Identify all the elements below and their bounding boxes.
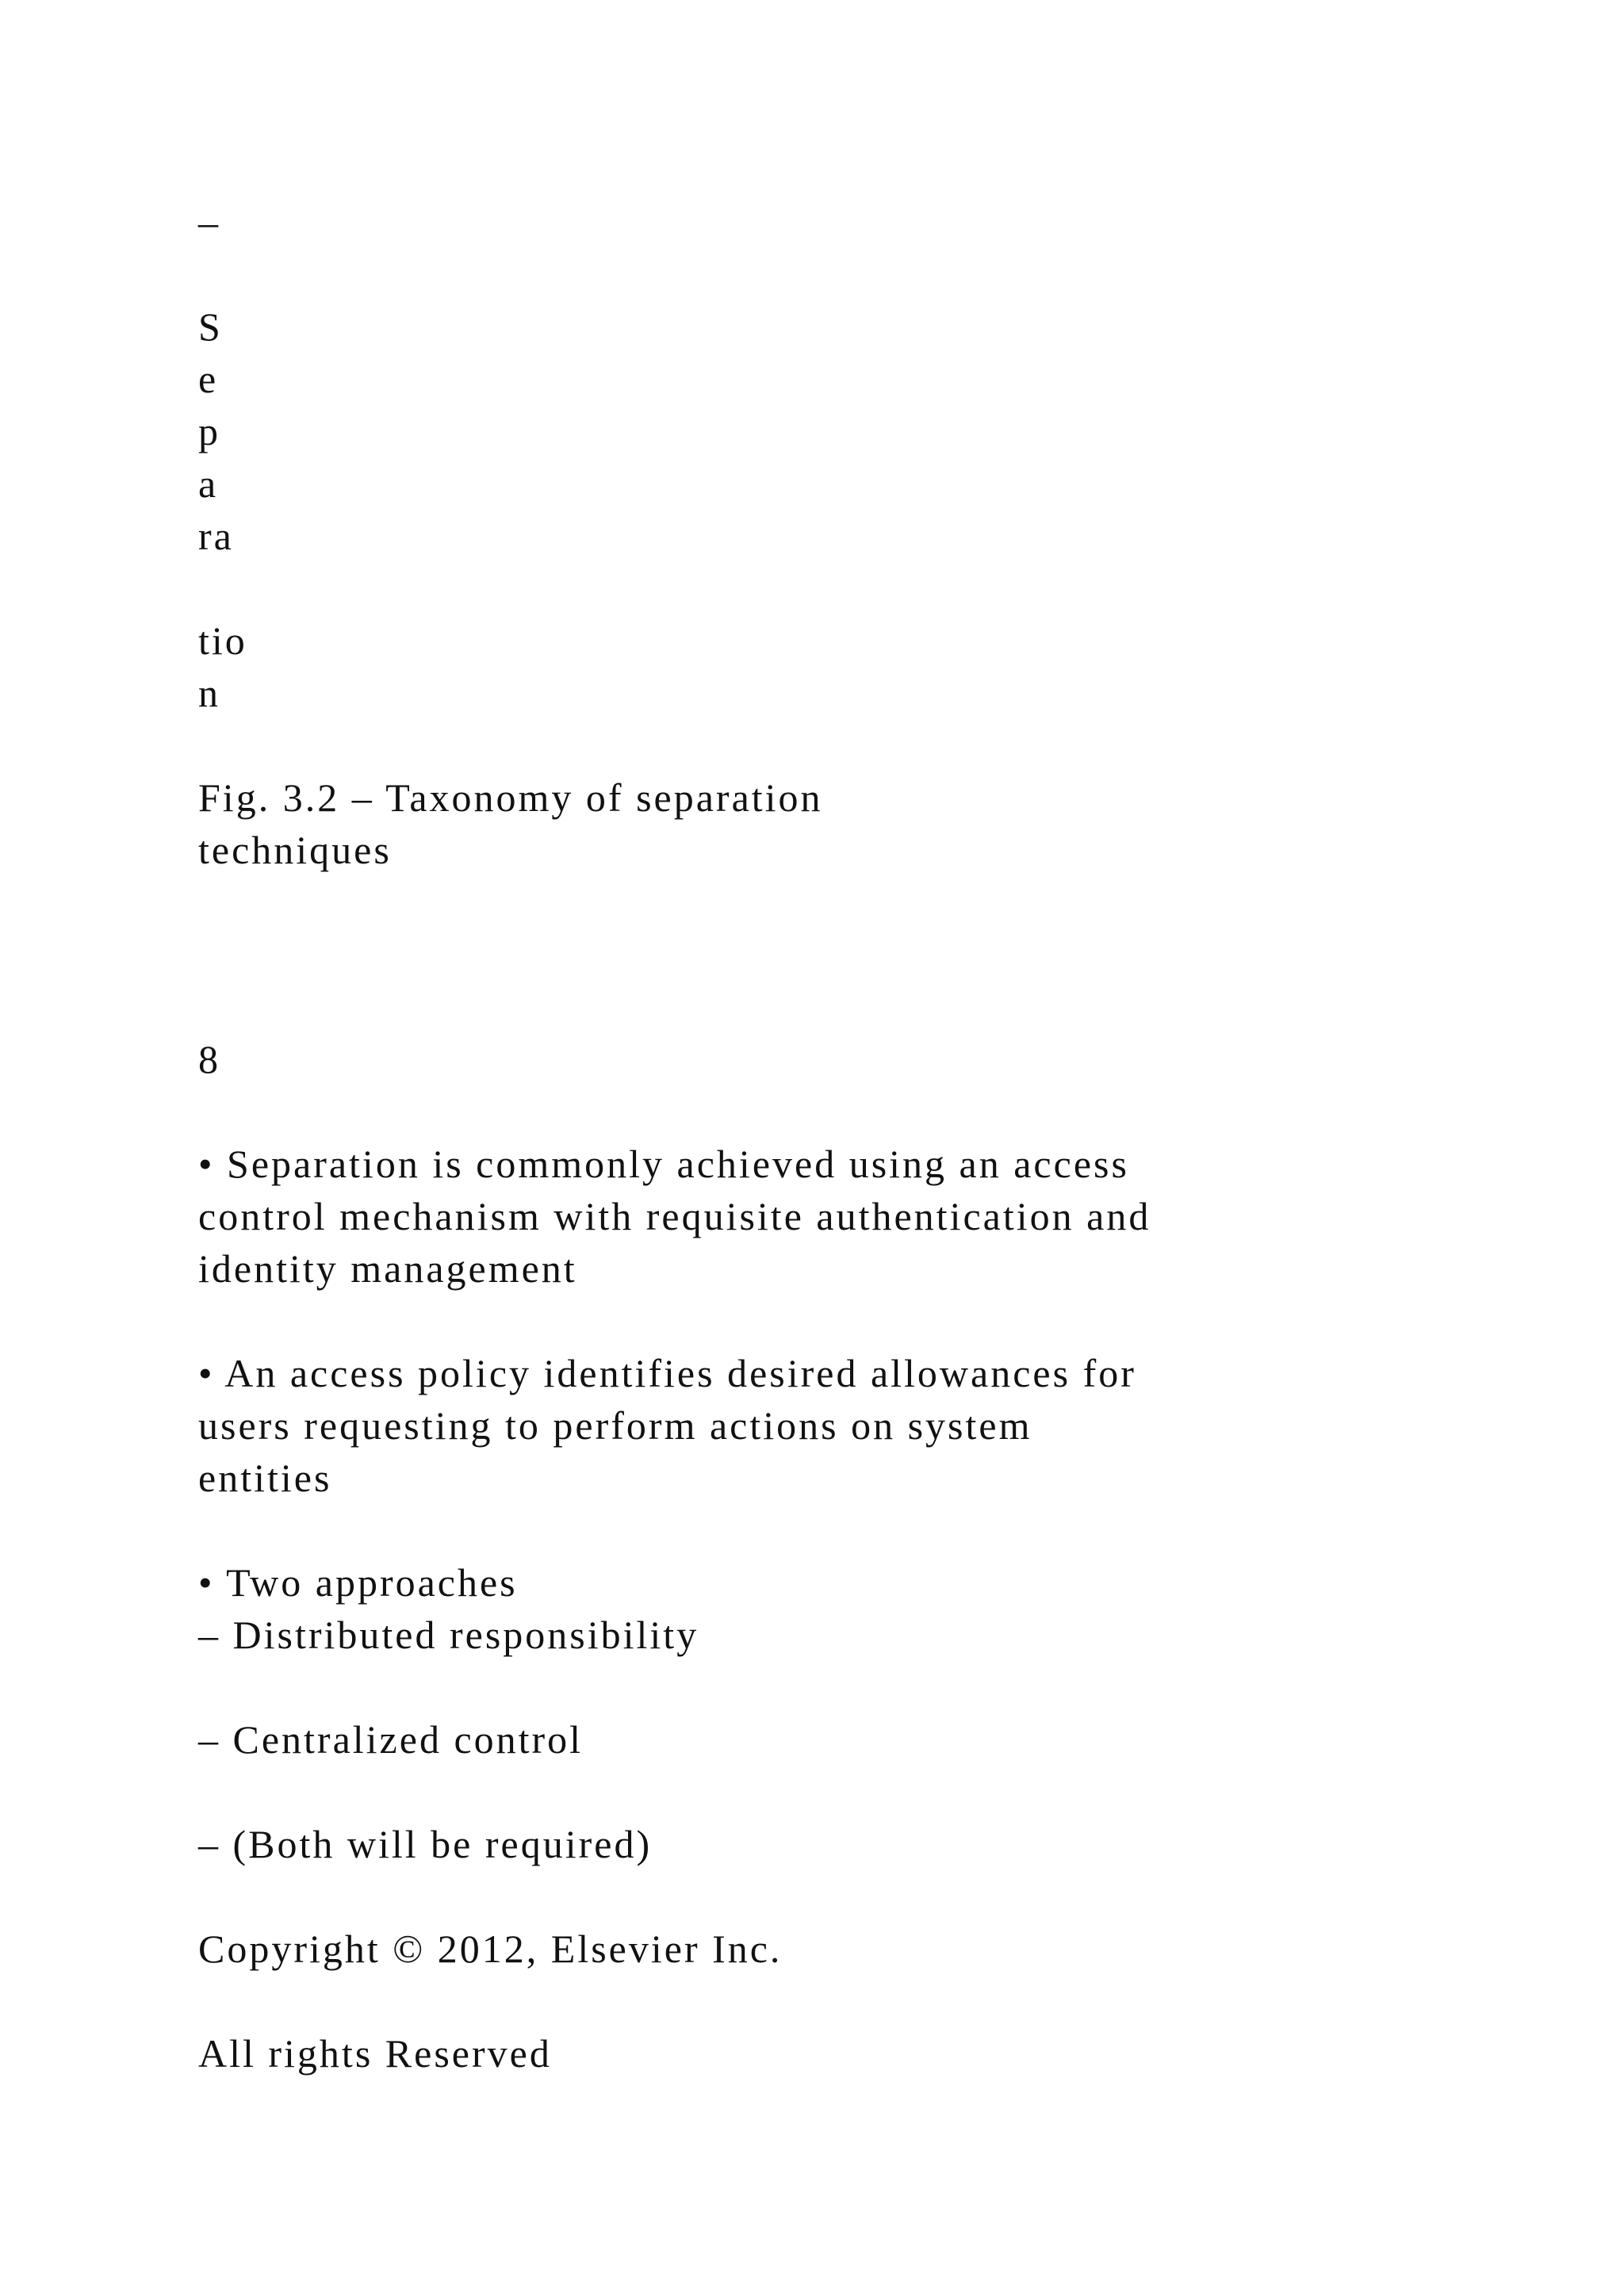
title-letter-s: S xyxy=(198,304,223,349)
title-letter-a: a xyxy=(198,461,219,506)
sub-item: – Centralized control xyxy=(198,1717,584,1762)
title-letter-p: p xyxy=(198,409,220,453)
copyright-text: Copyright © 2012, Elsevier Inc. xyxy=(198,1927,783,1971)
bullet-line: • An access policy identifies desired allowances for xyxy=(198,1351,1136,1395)
bullet-line: – Distributed responsibility xyxy=(198,1613,699,1657)
figure-caption-line: techniques xyxy=(198,828,392,872)
rights-text: All rights Reserved xyxy=(198,2031,552,2076)
bullet-line: entities xyxy=(198,1456,332,1500)
title-letter-n: n xyxy=(198,671,220,715)
slide-number: 8 xyxy=(198,1037,220,1081)
title-letter-ra: ra xyxy=(198,514,234,558)
sub-item: – (Both will be required) xyxy=(198,1822,653,1866)
title-letter-tio: tio xyxy=(198,618,247,663)
bullet-line: control mechanism with requisite authentication and xyxy=(198,1194,1151,1238)
bullet-line: • Two approaches xyxy=(198,1560,518,1605)
title-letter-e: e xyxy=(198,357,219,401)
bullet-line: identity management xyxy=(198,1246,577,1291)
title-dash: – xyxy=(198,200,220,244)
bullet-line: • Separation is commonly achieved using an access xyxy=(198,1142,1129,1186)
bullet-line: users requesting to perform actions on system xyxy=(198,1403,1032,1448)
figure-caption-line: Fig. 3.2 – Taxonomy of separation xyxy=(198,775,823,820)
